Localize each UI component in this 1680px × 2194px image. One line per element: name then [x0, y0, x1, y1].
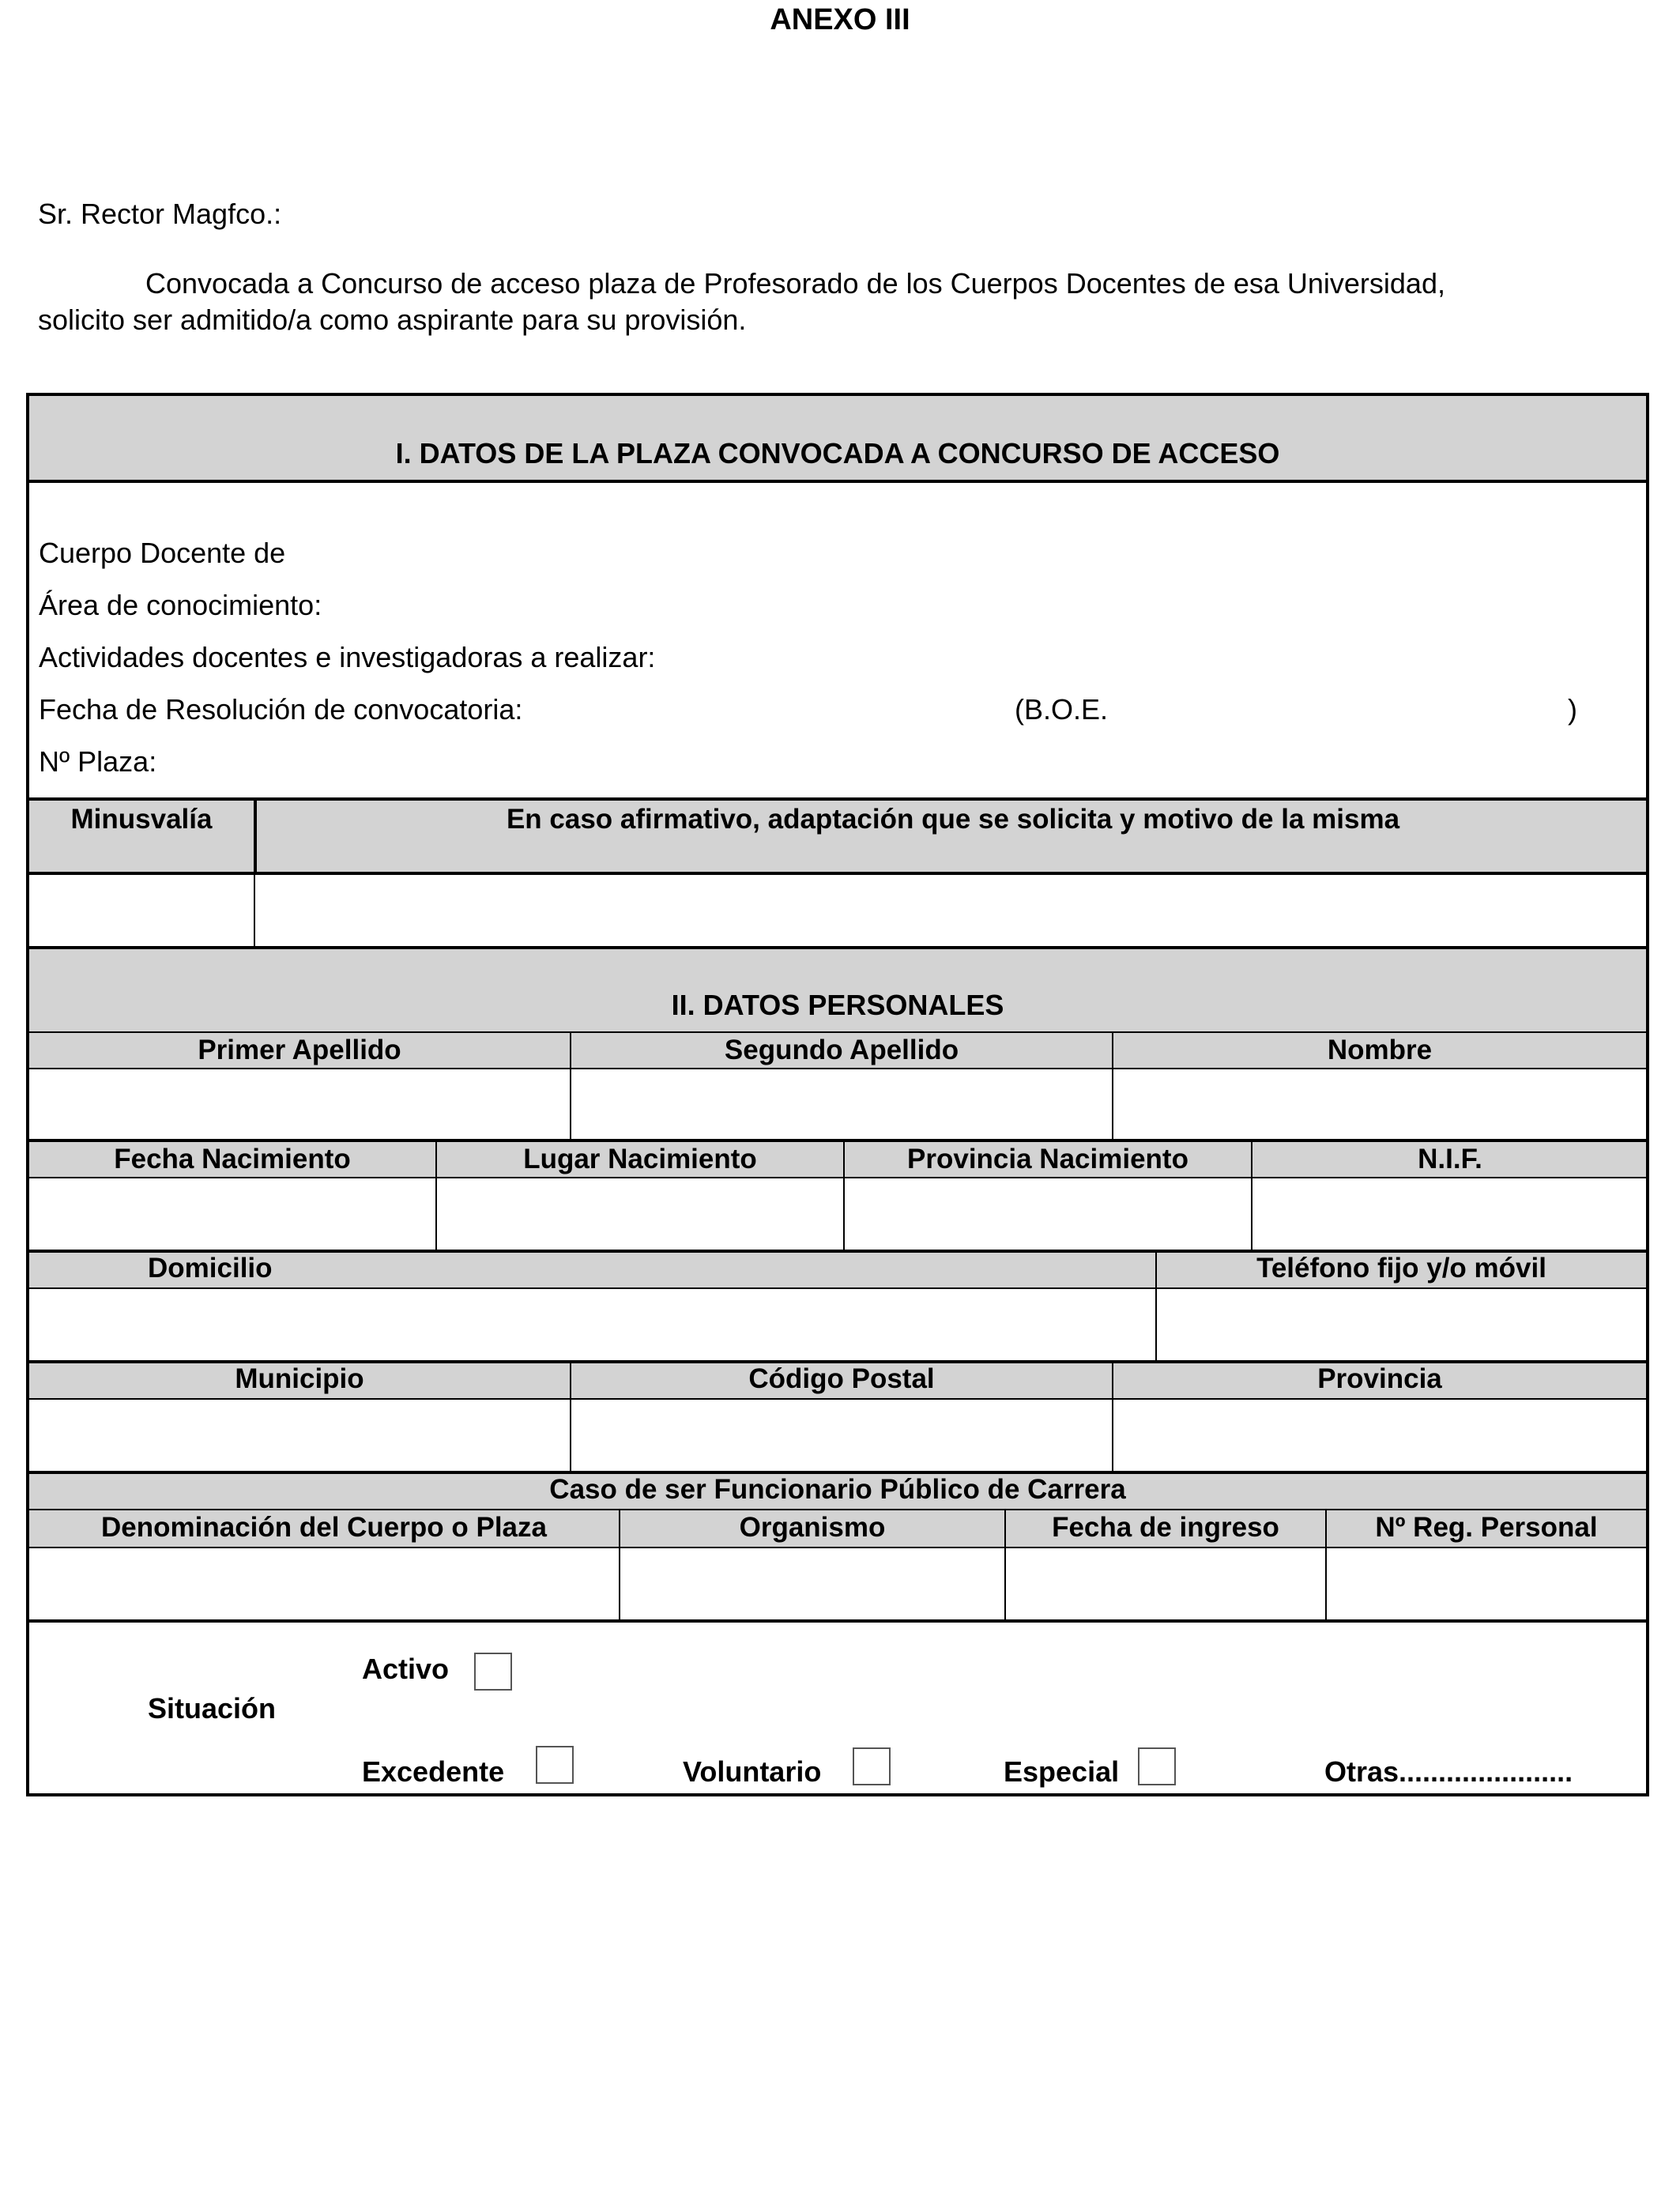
primer-apellido-label: Primer Apellido	[198, 1035, 401, 1065]
denominacion-label: Denominación del Cuerpo o Plaza	[101, 1512, 547, 1543]
funcionario-label: Caso de ser Funcionario Público de Carrera	[549, 1474, 1126, 1505]
adaptacion-label: En caso afirmativo, adaptación que se solicita y motivo de la misma	[506, 804, 1400, 835]
especial-label: Especial	[1004, 1755, 1120, 1788]
plaza-label: Nº Plaza:	[39, 745, 157, 778]
nif-field[interactable]	[1252, 1178, 1646, 1250]
minusvalia-field[interactable]	[29, 875, 254, 946]
telefono-field[interactable]	[1157, 1289, 1646, 1360]
nif-label: N.I.F.	[1418, 1144, 1482, 1174]
divider	[29, 1619, 1646, 1623]
domicilio-field[interactable]	[29, 1289, 1155, 1360]
provincia-field[interactable]	[1113, 1400, 1646, 1471]
fecha-resolucion-label: Fecha de Resolución de convocatoria:	[39, 693, 523, 726]
section2-title: II. DATOS PERSONALES	[671, 989, 1004, 1021]
otras-label: Otras......................	[1324, 1755, 1573, 1788]
fecha-nacimiento-field[interactable]	[29, 1178, 435, 1250]
lugar-nacimiento-field[interactable]	[437, 1178, 843, 1250]
excedente-label: Excedente	[362, 1755, 505, 1788]
municipio-field[interactable]	[29, 1400, 570, 1471]
reg-personal-field[interactable]	[1327, 1548, 1646, 1619]
primer-apellido-field[interactable]	[29, 1069, 570, 1139]
provincia-label: Provincia	[1317, 1363, 1442, 1394]
nombre-label: Nombre	[1327, 1035, 1433, 1065]
codigo-postal-label: Código Postal	[748, 1363, 935, 1394]
excedente-checkbox[interactable]	[536, 1746, 574, 1784]
lugar-nacimiento-label: Lugar Nacimiento	[523, 1144, 757, 1174]
organismo-field[interactable]	[620, 1548, 1004, 1619]
provincia-nacimiento-label: Provincia Nacimiento	[907, 1144, 1188, 1174]
segundo-apellido-label: Segundo Apellido	[724, 1035, 959, 1065]
voluntario-checkbox[interactable]	[853, 1747, 891, 1785]
activo-checkbox[interactable]	[474, 1653, 512, 1691]
divider	[29, 480, 1646, 483]
segundo-apellido-field[interactable]	[571, 1069, 1112, 1139]
reg-personal-label: Nº Reg. Personal	[1375, 1512, 1598, 1543]
organismo-label: Organismo	[739, 1512, 886, 1543]
fecha-ingreso-label: Fecha de ingreso	[1052, 1512, 1279, 1543]
especial-checkbox[interactable]	[1138, 1747, 1176, 1785]
boe-close: )	[1568, 693, 1577, 726]
municipio-label: Municipio	[235, 1363, 364, 1394]
activo-label: Activo	[362, 1653, 450, 1685]
codigo-postal-field[interactable]	[571, 1400, 1112, 1471]
voluntario-label: Voluntario	[683, 1755, 822, 1788]
fecha-ingreso-field[interactable]	[1006, 1548, 1325, 1619]
actividades-label: Actividades docentes e investigadoras a realizar:	[39, 641, 656, 673]
situacion-label: Situación	[148, 1692, 277, 1725]
salutation: Sr. Rector Magfco.:	[38, 198, 282, 230]
area-label: Área de conocimiento:	[39, 589, 322, 621]
fecha-nacimiento-label: Fecha Nacimiento	[114, 1144, 351, 1174]
domicilio-label: Domicilio	[148, 1253, 273, 1284]
document-title: ANEXO III	[770, 3, 910, 36]
adaptacion-field[interactable]	[255, 875, 1646, 946]
intro-line-1: Convocada a Concurso de acceso plaza de Profesorado de los Cuerpos Docentes de esa Universidad,	[145, 267, 1445, 300]
cuerpo-docente-label: Cuerpo Docente de	[39, 537, 286, 569]
provincia-nacimiento-field[interactable]	[845, 1178, 1251, 1250]
section1-title: I. DATOS DE LA PLAZA CONVOCADA A CONCURSO DE ACCESO	[395, 437, 1280, 469]
boe-label: (B.O.E.	[1015, 693, 1109, 726]
telefono-label: Teléfono fijo y/o móvil	[1256, 1253, 1546, 1284]
intro-paragraph	[38, 266, 1539, 338]
application-form	[26, 393, 1649, 1796]
denominacion-field[interactable]	[29, 1548, 619, 1619]
intro-line-2: solicito ser admitido/a como aspirante para su provisión.	[38, 303, 747, 336]
minusvalia-label: Minusvalía	[70, 804, 213, 835]
nombre-field[interactable]	[1113, 1069, 1646, 1139]
